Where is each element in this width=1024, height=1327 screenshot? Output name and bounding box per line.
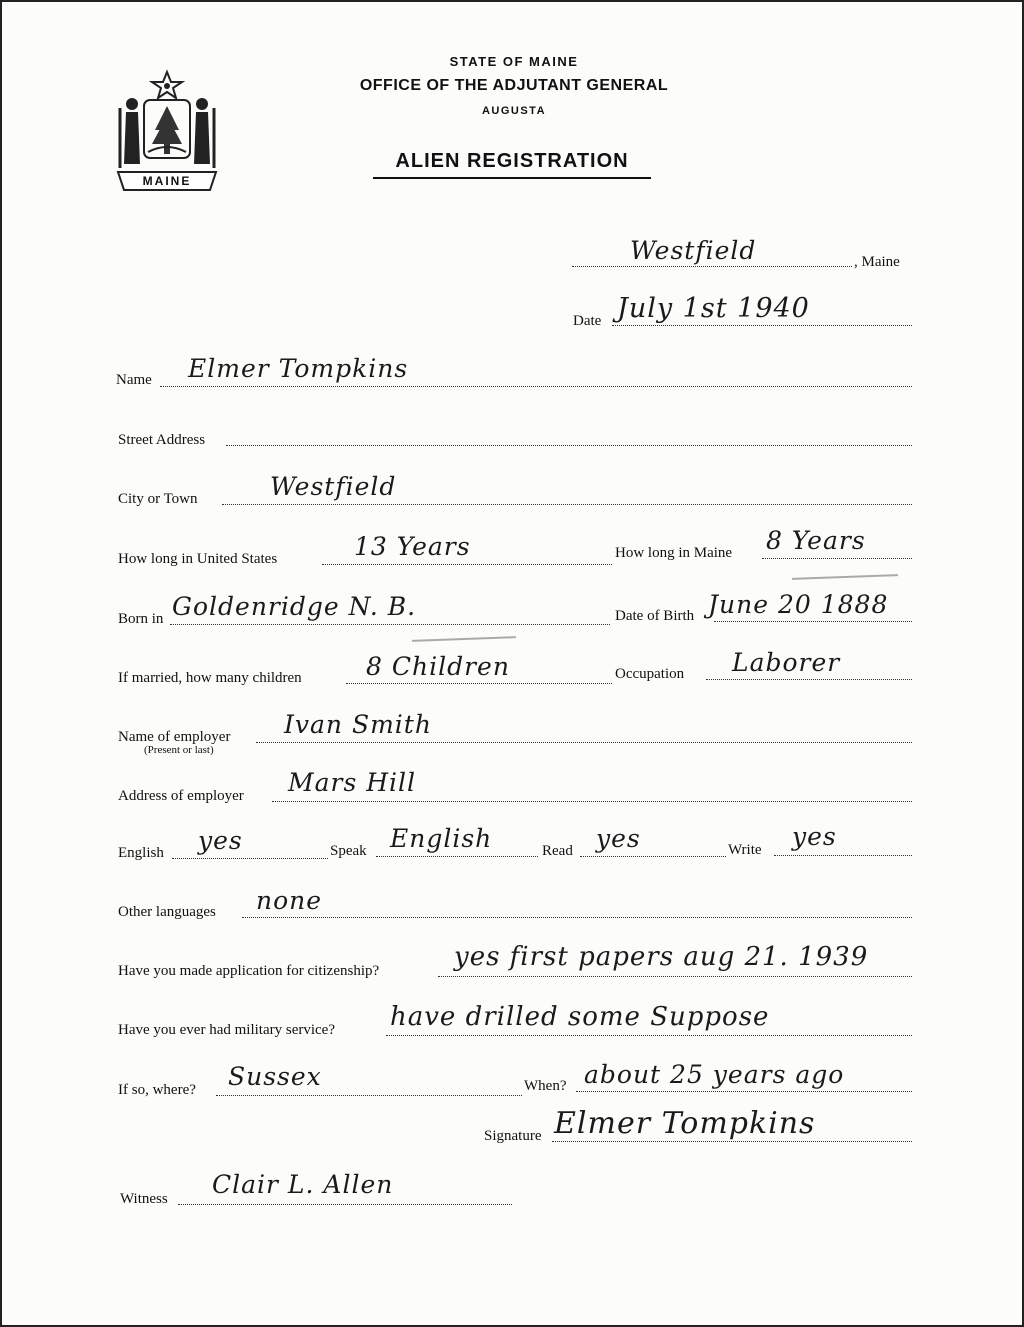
when-line [576, 1091, 912, 1092]
born-in-label: Born in [118, 611, 164, 627]
maine-duration-line [762, 558, 912, 559]
children-label: If married, how many children [118, 670, 302, 686]
employer-value: Ivan Smith [284, 710, 432, 739]
other-languages-value: none [256, 886, 323, 915]
english-value: yes [198, 826, 243, 855]
occupation-label: Occupation [615, 666, 685, 682]
town-line [572, 266, 852, 267]
street-line [226, 445, 912, 446]
employer-label: Name of employer [118, 729, 231, 745]
other-languages-label: Other languages [118, 904, 216, 920]
city-heading: AUGUSTA [481, 105, 547, 117]
employer-address-line [272, 801, 912, 802]
us-duration-line [322, 564, 612, 565]
city-label: City or Town [118, 491, 198, 507]
speak-label: Speak [330, 843, 367, 859]
citizenship-label: Have you made application for citizenship? [118, 963, 380, 979]
read-value: yes [596, 824, 641, 853]
witness-label: Witness [120, 1191, 168, 1207]
children-value: 8 Children [366, 652, 510, 681]
office-heading: OFFICE OF THE ADJUTANT GENERAL [359, 77, 669, 94]
dob-label: Date of Birth [615, 608, 695, 624]
military-label: Have you ever had military service? [118, 1022, 335, 1038]
city-value: Westfield [270, 472, 397, 501]
speak-value: English [390, 824, 493, 853]
us-duration-label: How long in United States [118, 551, 278, 567]
date-label: Date [573, 313, 602, 329]
seal-text: MAINE [142, 174, 192, 188]
write-line [774, 855, 912, 856]
where-label: If so, where? [118, 1082, 196, 1098]
employer-line [256, 742, 912, 743]
name-value: Elmer Tompkins [188, 354, 409, 383]
english-line [172, 858, 328, 859]
citizenship-line [438, 976, 912, 977]
born-in-line [170, 624, 610, 625]
signature-value: Elmer Tompkins [554, 1106, 816, 1141]
where-line [216, 1095, 522, 1096]
form-title: ALIEN REGISTRATION [373, 150, 651, 179]
maine-duration-value: 8 Years [766, 526, 866, 555]
witness-line [178, 1204, 512, 1205]
us-duration-value: 13 Years [354, 532, 471, 561]
citizenship-value: yes first papers aug 21. 1939 [454, 942, 869, 972]
occupation-line [706, 679, 912, 680]
occupation-value: Laborer [732, 648, 841, 677]
when-label: When? [524, 1078, 567, 1094]
date-value: July 1st 1940 [617, 293, 810, 324]
street-label: Street Address [118, 432, 206, 448]
dob-line [714, 621, 912, 622]
born-in-value: Goldenridge N. B. [172, 592, 417, 621]
dob-value: June 20 1888 [708, 590, 889, 619]
name-label: Name [116, 372, 152, 388]
other-languages-line [242, 917, 912, 918]
employer-address-value: Mars Hill [288, 768, 417, 797]
write-value: yes [792, 822, 837, 851]
employer-sublabel: (Present or last) [144, 744, 214, 756]
name-line [160, 386, 912, 387]
signature-line [552, 1141, 912, 1142]
maine-duration-label: How long in Maine [615, 545, 733, 561]
military-value: have drilled some Suppose [390, 1002, 770, 1032]
pencil-mark [792, 574, 898, 580]
employer-address-label: Address of employer [118, 788, 244, 804]
when-value: about 25 years ago [584, 1060, 845, 1089]
state-heading: STATE OF MAINE [449, 54, 579, 69]
military-line [386, 1035, 912, 1036]
read-label: Read [542, 843, 573, 859]
children-line [346, 683, 612, 684]
witness-value: Clair L. Allen [212, 1170, 394, 1199]
read-line [580, 856, 726, 857]
town-value: Westfield [630, 236, 757, 265]
write-label: Write [728, 842, 762, 858]
where-value: Sussex [228, 1062, 322, 1091]
english-label: English [118, 845, 164, 861]
signature-label: Signature [484, 1128, 542, 1144]
town-label: , Maine [854, 254, 900, 270]
city-line [222, 504, 912, 505]
speak-line [376, 856, 538, 857]
date-line [612, 325, 912, 326]
pencil-mark [412, 636, 516, 642]
